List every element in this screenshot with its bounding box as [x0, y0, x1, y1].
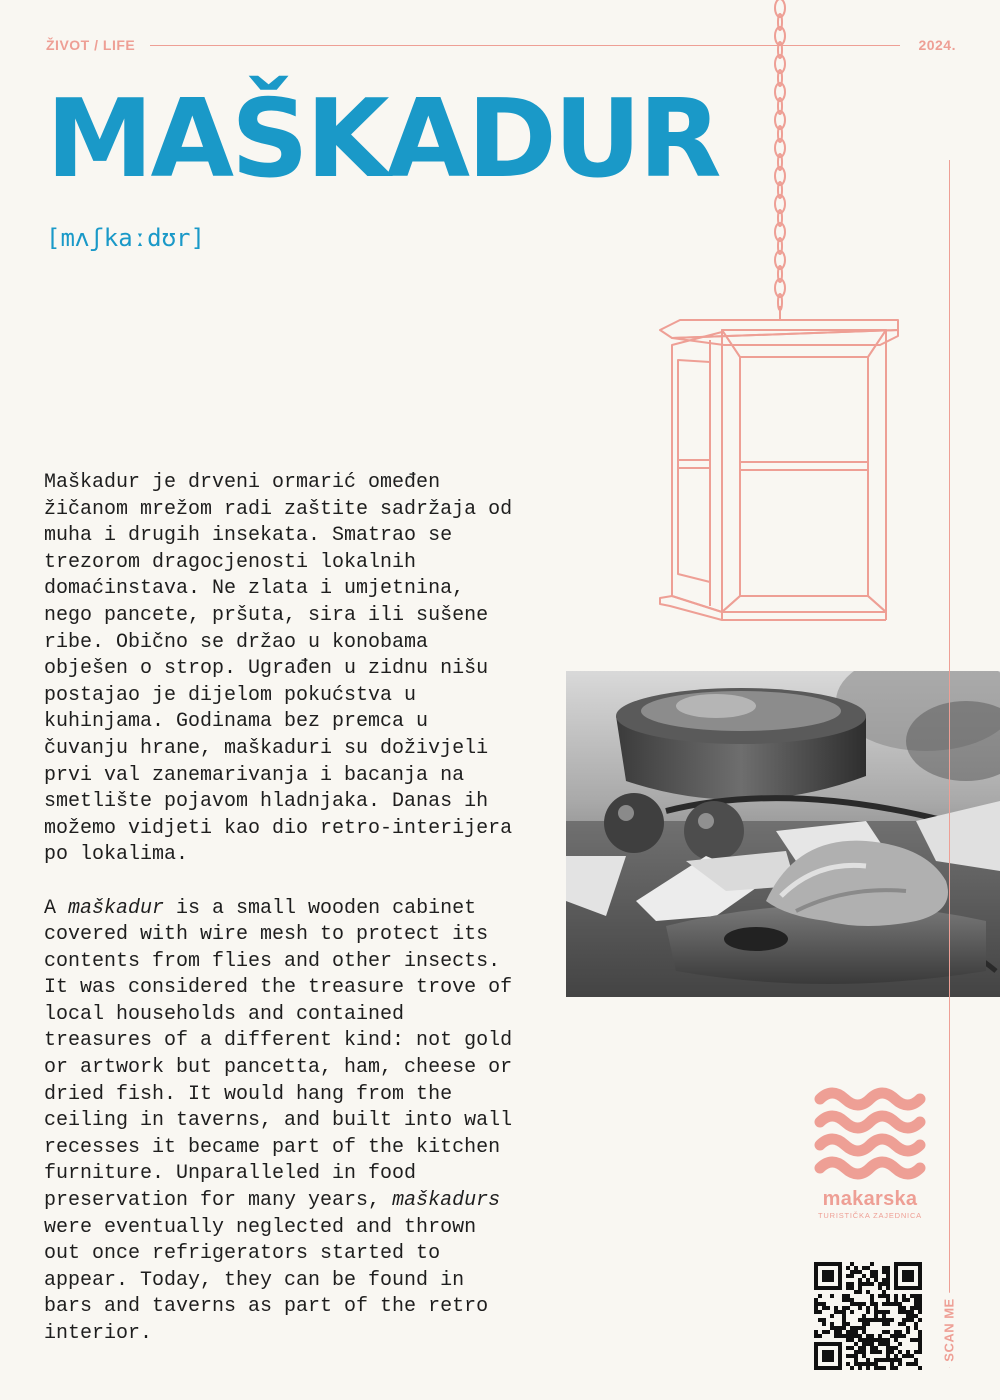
- page-title: MAŠKADUR: [46, 77, 719, 202]
- chain-icon: [775, 0, 785, 320]
- qr-code-icon[interactable]: [814, 1262, 922, 1370]
- makarska-logo: [812, 1085, 928, 1220]
- text-en-middle: is a small wooden cabinet covered with wire mesh to protect its contents from flies and other insects. It was considered the treasure trove of local households and contained treasures of a different kind: not gold or artwork but pancetta, ham, cheese or dried fish. It would hang from the ceiling in taverns, and built into wall recesses it became part of the kitchen furniture. Unparalleled in food preservation for many years,: [44, 896, 513, 1213]
- right-divider: [949, 160, 950, 1368]
- logo-subtitle: TURISTIČKA ZAJEDNICA: [818, 1211, 922, 1220]
- section-label: ŽIVOT / LIFE: [46, 37, 136, 53]
- text-english: [44, 896, 514, 1348]
- phonetic-transcription: [mʌʃkaːdʊr]: [46, 224, 205, 252]
- food-photo: [566, 671, 1000, 997]
- text-en-suffix: were eventually neglected and thrown out once refrigerators started to appear. Today, they can be found in bars and taverns as part of the retro interior.: [44, 1215, 489, 1345]
- term-maskadur: maškadur: [68, 896, 165, 920]
- waves-icon: [812, 1085, 928, 1181]
- cabinet-illustration: [650, 0, 910, 630]
- text-en-prefix: A: [44, 896, 69, 920]
- year-label: 2024.: [918, 37, 956, 53]
- article-body: [44, 470, 514, 1348]
- term-maskadurs: maškadurs: [392, 1189, 501, 1213]
- text-croatian: Maškadur je drveni ormarić omeđen žičanom mrežom radi zaštite sadržaja od muha i drugih insekata. Smatrao se trezorom dragocjenosti lokalnih domaćinstava. Ne zlata i umjetnina, nego pancete, pršuta, sira ili sušene ribe. Obično se držao u konobama obješen o strop. Ugrađen u zidnu nišu postajao je dijelom pokućstva u kuhinjama. Godinama bez premca u čuvanju hrane, maškaduri su doživjeli prvi val zanemarivanja i bacanja na smetlište pojavom hladnjaka. Danas ih možemo vidjeti kao dio retro-interijera po lokalima.: [44, 471, 513, 867]
- scan-me-label: SCAN ME: [942, 1292, 957, 1367]
- logo-name: makarska: [822, 1188, 918, 1210]
